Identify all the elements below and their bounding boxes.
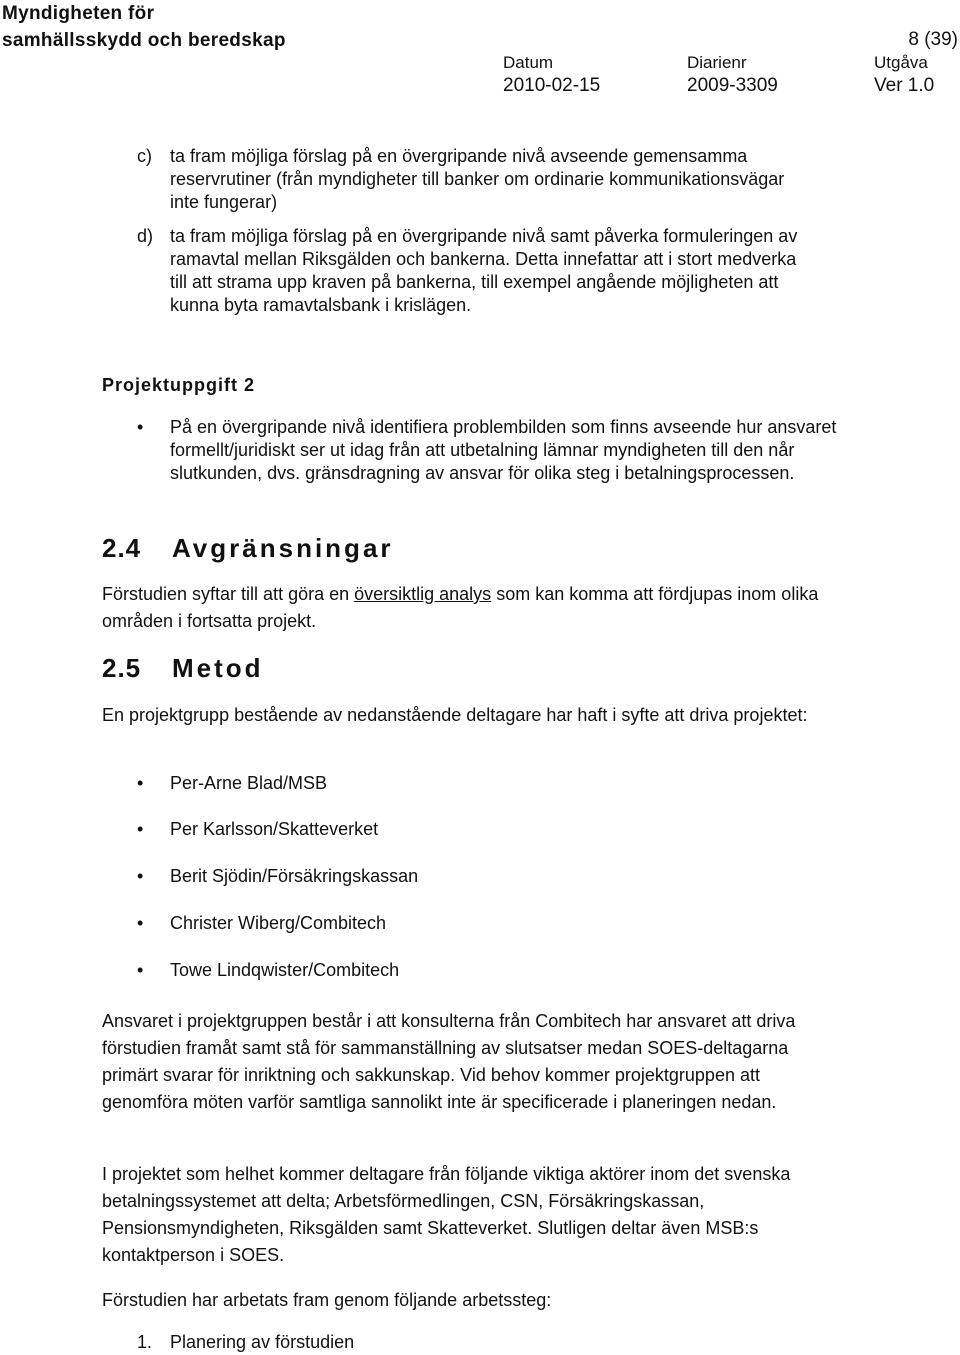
- utgava-label: Utgåva: [874, 53, 928, 72]
- utgava-value: Ver 1.0: [874, 75, 935, 96]
- metod-paragraph-3: Förstudien har arbetats fram genom följande arbetssteg:: [102, 1290, 552, 1310]
- metod-intro: En projektgrupp bestående av nedanstående deltagare har haft i syfte att driva projektet:: [102, 705, 808, 725]
- section-heading-2-5: [102, 652, 264, 684]
- member-name: Per Karlsson/Skatteverket: [170, 819, 379, 839]
- projektuppgift-text: På en övergripande nivå identifiera problembilden som finns avseende hur ansvaret formellt/juridiskt ser ut idag från att utbetalning lämnar myndigheten till den når slutkunden, dvs. gränsdragning av ansvar för olika steg i betalningsprocessen.: [170, 417, 837, 483]
- avgransningar-paragraph: [102, 581, 822, 635]
- projektuppgift-heading: Projektuppgift 2: [102, 375, 256, 395]
- underlined-term: översiktlig analys: [354, 584, 492, 604]
- member-item: [137, 958, 399, 982]
- member-name: Per-Arne Blad/MSB: [170, 773, 328, 793]
- org-line-2: samhällsskydd och beredskap: [2, 30, 286, 51]
- member-name: Christer Wiberg/Combitech: [170, 913, 387, 933]
- member-name: Towe Lindqwister/Combitech: [170, 960, 400, 980]
- section-number: 2.5: [102, 653, 142, 683]
- section-heading-2-4: [102, 532, 394, 564]
- list-item-c: [137, 145, 817, 214]
- text-segment: Förstudien syftar till att göra en: [102, 584, 355, 604]
- step-text: Planering av förstudien: [170, 1332, 355, 1352]
- diarienr-value: 2009-3309: [687, 75, 778, 96]
- bullet-icon: •: [137, 913, 144, 933]
- member-name: Berit Sjödin/Försäkringskassan: [170, 866, 419, 886]
- list-letter: d): [137, 226, 154, 246]
- bullet-icon: •: [137, 960, 144, 980]
- section-title: Metod: [172, 653, 264, 683]
- organization-name: [2, 0, 286, 54]
- bullet-icon: •: [137, 866, 144, 886]
- bullet-icon: •: [137, 417, 144, 437]
- list-letter: c): [137, 146, 152, 166]
- org-line-1: Myndigheten för: [2, 3, 155, 24]
- section-title: Avgränsningar: [172, 533, 394, 563]
- text-segment: som kan komma att fördjupas inom olika områden i fortsatta projekt.: [102, 584, 819, 631]
- bullet-icon: •: [137, 819, 144, 839]
- numbered-step: [137, 1330, 354, 1354]
- metod-paragraph-1: Ansvaret i projektgruppen består i att konsulterna från Combitech har ansvaret att driva förstudien framåt samt stå för sammanställning av slutsatser medan SOES-deltagarna primärt svarar för inriktning och sakkunskap. Vid behov kommer projektgruppen att genomföra möten varför samtliga sannolikt inte är specificerade i planeringen nedan.: [102, 1011, 796, 1112]
- date-label: Datum: [503, 53, 554, 72]
- lettered-list: [137, 145, 817, 328]
- member-item: [137, 817, 378, 841]
- member-item: [137, 864, 418, 888]
- section-number: 2.4: [102, 533, 142, 563]
- metod-paragraph-2: I projektet som helhet kommer deltagare från följande viktiga aktörer inom det svenska betalningssystemet att delta; Arbetsförmedlingen, CSN, Försäkringskassan, Pensionsmyndigheten, Riksgälden samt Skatteverket. Slutligen deltar även MSB:s kontaktperson i SOES.: [102, 1164, 791, 1265]
- list-item-text: ta fram möjliga förslag på en övergripande nivå avseende gemensamma reservrutiner (från myndigheter till banker om ordinarie kommunikationsvägar inte fungerar): [170, 146, 785, 212]
- projektuppgift-bullet: [137, 416, 837, 485]
- page-number: 8 (39): [908, 29, 958, 50]
- step-number: 1.: [137, 1332, 153, 1352]
- list-item-text: ta fram möjliga förslag på en övergripande nivå samt påverka formuleringen av ramavtal mellan Riksgälden och bankerna. Detta innefattar att i stort medverka till att strama upp kraven på bankerna, till exempel angående möjligheten att kunna byta ramavtalsbank i krislägen.: [170, 226, 798, 315]
- member-item: [137, 771, 327, 795]
- diarienr-label: Diarienr: [687, 53, 747, 72]
- list-item-d: [137, 225, 817, 317]
- member-item: [137, 911, 386, 935]
- date-value: 2010-02-15: [503, 75, 601, 96]
- bullet-icon: •: [137, 773, 144, 793]
